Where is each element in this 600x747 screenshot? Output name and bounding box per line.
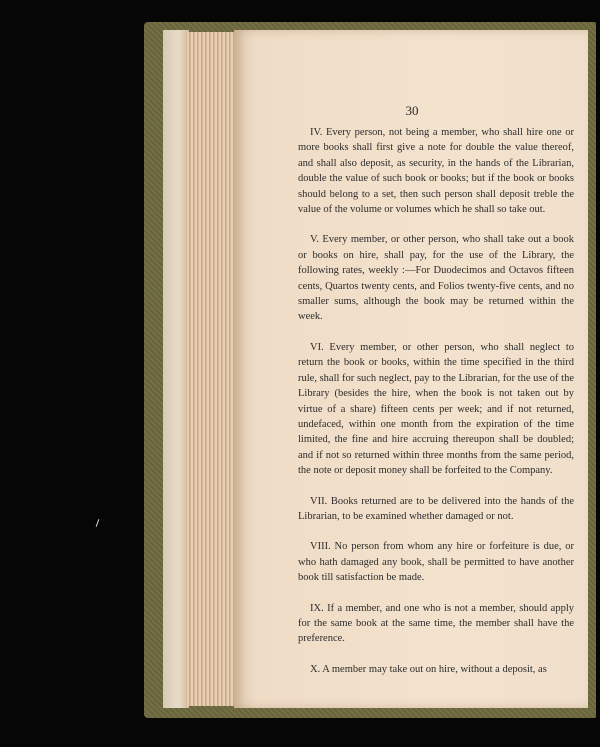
page-edges xyxy=(186,32,236,706)
page-number: 30 xyxy=(405,103,419,118)
rule-viii: VIII. No person from whom any hire or forfeiture is due, or who hath damaged any book, shall be permitted to have another book till satisfaction be made. xyxy=(298,541,574,584)
rule-x: X. A member may take out on hire, without a deposit, as xyxy=(310,663,547,675)
rule-vi: VI. Every member, or other person, who shall neglect to return the book or books, within the time specified in the third rule, shall for such neglect, pay to the Librarian, for the use of the Library (besides the hire, when the book is not taken out by virtue of a share) fifteen cents per week; and if not returned, undefaced, within one month from the expiration of the time limited, the fine and hire accruing thereupon shall be doubled; and if not so returned within three months from the same period, the note or deposit money shall be forfeited to the Company. xyxy=(298,341,574,477)
dust-mark xyxy=(96,519,100,527)
rule-vii: VII. Books returned are to be delivered into the hands of the Librarian, to be examined whether damaged or not. xyxy=(298,495,574,522)
rule-ix: IX. If a member, and one who is not a member, should apply for the same book at the same time, the member shall have the preference. xyxy=(298,602,574,645)
rule-iv: IV. Every person, not being a member, who shall hire one or more books shall first give a note for double the value thereof, and shall also deposit, as security, in the hands of the Librarian, double the value of such book or books; but if the book or books should belong to a set, then such person shall deposit treble the value of the volume or volumes which he shall so take out. xyxy=(298,127,574,216)
page-text xyxy=(298,125,574,677)
rule-v: V. Every member, or other person, who shall take out a book or books on hire, shall pay, for the use of the Library, the following rates, weekly :—For Duodecimos and Octavos fifteen cents, Quartos twenty cents, and Folios twenty-five cents, and no smaller sums, although the book may be returned within the week. xyxy=(298,234,574,323)
